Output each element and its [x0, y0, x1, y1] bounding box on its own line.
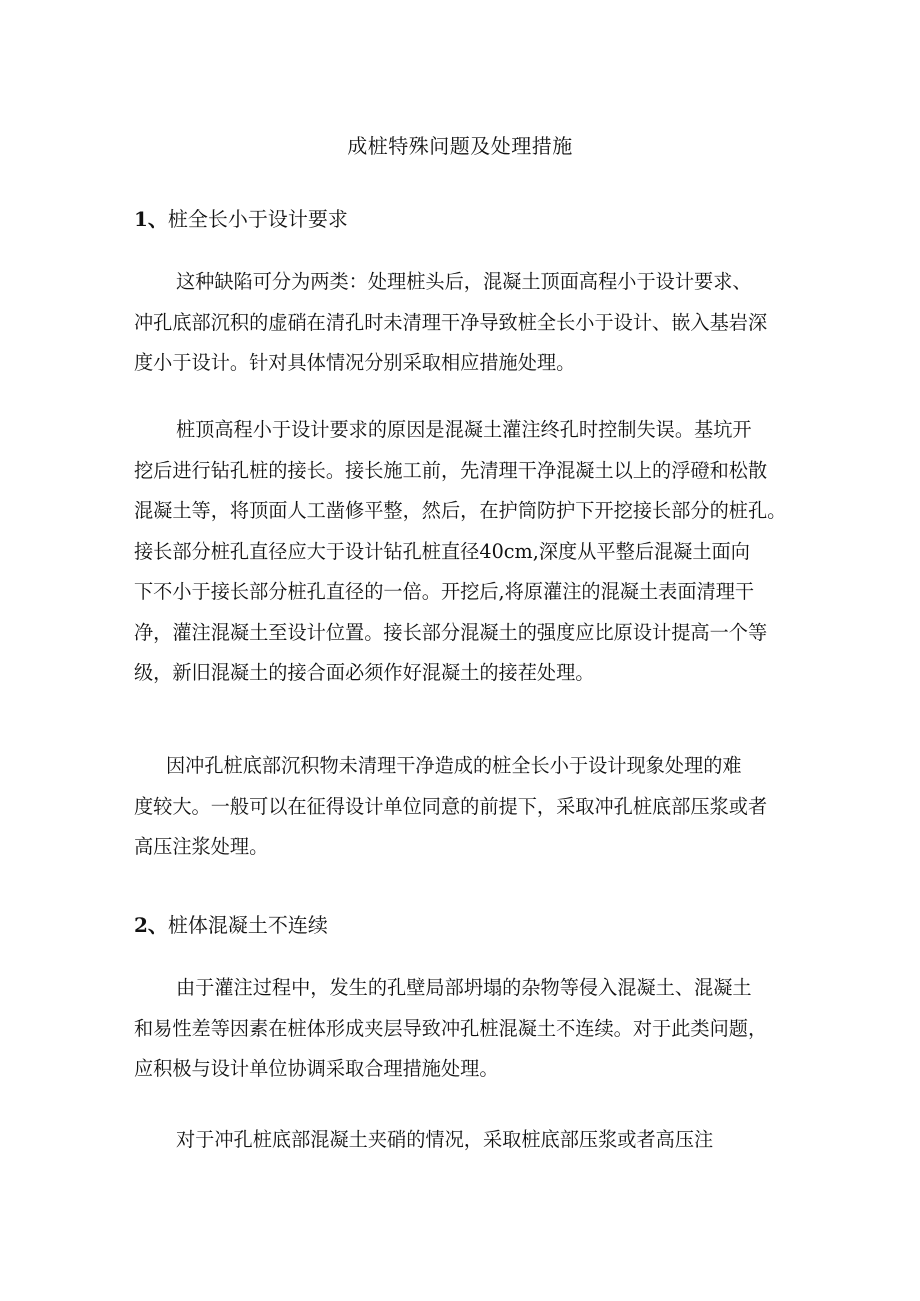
text-line: 混凝土等，将顶面人工凿修平整，然后，在护筒防护下开挖接长部分的桩孔。 [134, 499, 787, 522]
text-line: 高压注浆处理。 [134, 835, 269, 858]
document-title: 成桩特殊问题及处理措施 [347, 134, 573, 158]
text-line: 接长部分桩孔直径应大于设计钻孔桩直径40cm,深度从平整后混凝土面向 [134, 539, 750, 563]
text-line: 挖后进行钻孔桩的接长。接长施工前，先清理干净混凝土以上的浮磴和松散 [134, 458, 768, 482]
text-line: 由于灌注过程中，发生的孔壁局部坍塌的杂物等侵入混凝土、混凝土 [176, 976, 752, 999]
text-line: 和易性差等因素在桩体形成夹层导致冲孔桩混凝土不连续。对于此类问题， [134, 1016, 768, 1040]
text-line: 对于冲孔桩底部混凝土夹硝的情况，采取桩底部压浆或者高压注 [176, 1128, 714, 1151]
text-line: 应积极与设计单位协调采取合理措施处理。 [134, 1057, 499, 1080]
paragraph [134, 410, 794, 694]
section-number: 1、 [134, 207, 168, 231]
section-heading-2 [134, 909, 328, 938]
paragraph [134, 262, 794, 384]
text-line: 因冲孔桩底部沉积物未清理干净造成的桩全长小于设计现象处理的难 [166, 754, 742, 777]
section-heading-1 [134, 203, 348, 232]
paragraph [134, 968, 794, 1090]
text-line: 桩顶高程小于设计要求的原因是混凝土灌注终孔时控制失误。基坑开 [176, 418, 752, 441]
section-heading-text: 桩全长小于设计要求 [167, 207, 348, 231]
text-line: 下不小于接长部分桩孔直径的一倍。开挖后,将原灌注的混凝土表面清理干 [134, 580, 755, 603]
paragraph [134, 1120, 794, 1161]
section-number: 2、 [134, 913, 168, 937]
text-line: 级，新旧混凝土的接合面必须作好混凝土的接茬处理。 [134, 661, 595, 684]
text-line: 这种缺陷可分为两类：处理桩头后，混凝土顶面高程小于设计要求、 [176, 270, 752, 293]
section-heading-text: 桩体混凝土不连续 [167, 913, 328, 937]
text-line: 度较大。一般可以在征得设计单位同意的前提下，采取冲孔桩底部压浆或者 [134, 794, 768, 818]
text-line: 度小于设计。针对具体情况分别采取相应措施处理。 [134, 351, 576, 374]
paragraph [134, 746, 794, 868]
text-line: 净，灌注混凝土至设计位置。接长部分混凝土的强度应比原设计提高一个等 [134, 620, 768, 644]
text-line: 冲孔底部沉积的虚硝在清孔时未清理干净导致桩全长小于设计、嵌入基岩深 [134, 310, 768, 334]
